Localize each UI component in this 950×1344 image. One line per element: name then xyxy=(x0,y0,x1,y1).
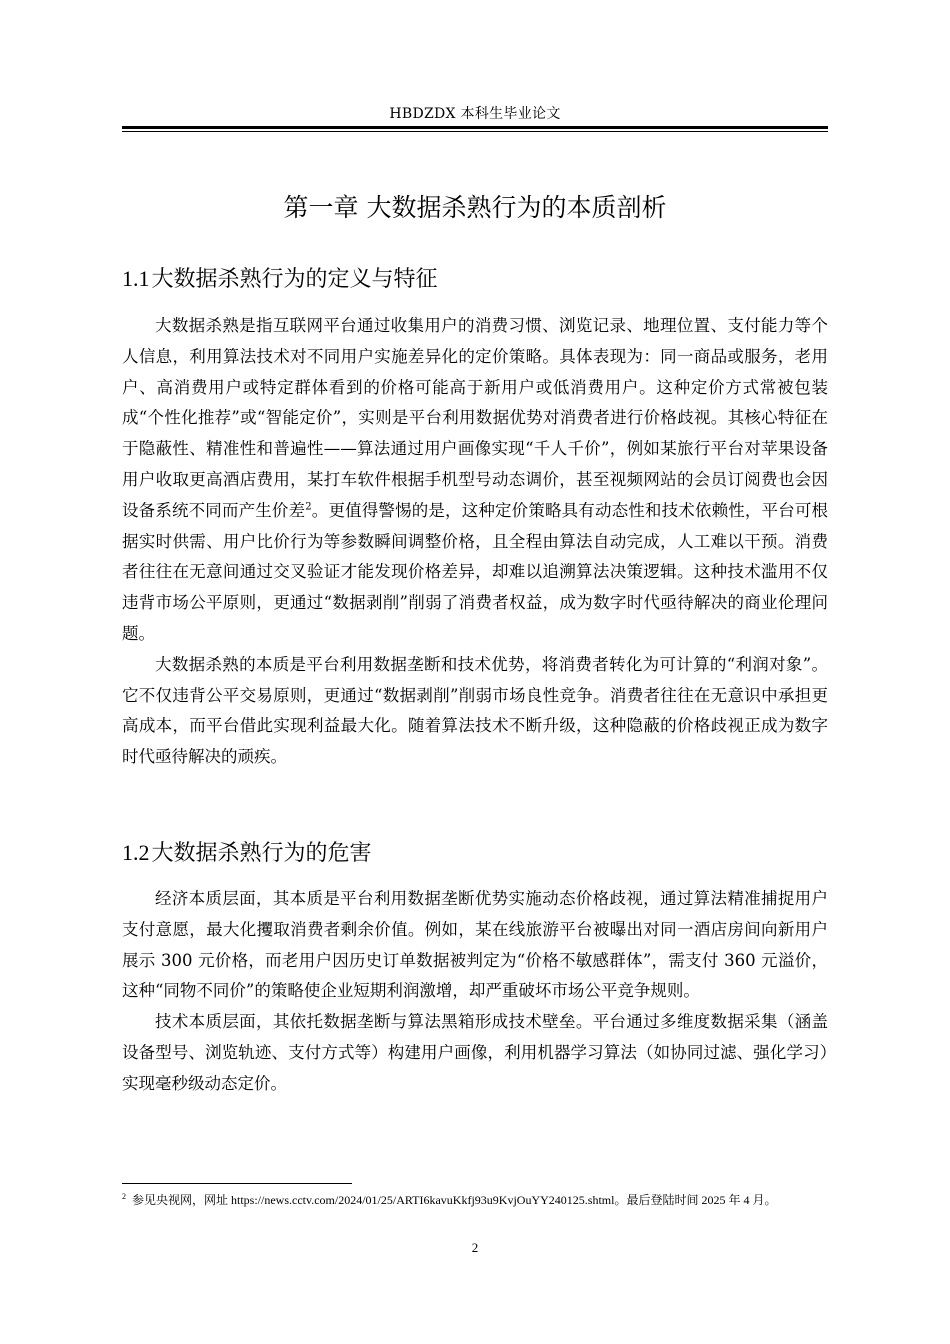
paragraph: 大数据杀熟的本质是平台利用数据垄断和技术优势，将消费者转化为可计算的“利润对象”。它不仅违背公平交易原则，更通过“数据剥削”削弱市场良性竞争。消费者往往在无意识中承担更高成本，而平台借此实现利益最大化。随着算法技术不断升级，这种隐蔽的价格歧视正成为数字时代亟待解决的顽疾。 xyxy=(122,654,828,767)
page-number: 2 xyxy=(471,1240,479,1255)
section-1-2-body xyxy=(122,884,828,1100)
section-number: 1.2 xyxy=(122,840,150,865)
footnote-reference: 2 xyxy=(305,501,312,513)
footnote xyxy=(122,1190,828,1210)
section-number: 1.1 xyxy=(122,266,150,291)
header-rule-thin xyxy=(122,131,828,132)
section-title: 大数据杀熟行为的危害 xyxy=(151,841,372,866)
paragraph: 经济本质层面，其本质是平台利用数据垄断优势实施动态价格歧视，通过算法精准捕捉用户支付意愿，最大化攫取消费者剩余价值。例如，某在线旅游平台被曝出对同一酒店房间向新用户展示 300 元价格，而老用户因历史订单数据被判定为“价格不敏感群体”，需支付 360 元溢价，这种“同物不同价”的策略使企业短期利润激增，却严重破坏市场公平竞争规则。 xyxy=(122,889,828,1001)
footnote-marker: 2 xyxy=(122,1192,126,1201)
footnote-text: 参见央视网，网址 https://news.cctv.com/2024/01/25/ARTI6kavuKkfj93u9KvjOuYY240125.shtml。最后登陆时间 2025 年 4 月。 xyxy=(132,1193,777,1207)
paragraph: 技术本质层面，其依托数据垄断与算法黑箱形成技术壁垒。平台通过多维度数据采集（涵盖设备型号、浏览轨迹、支付方式等）构建用户画像，利用机器学习算法（如协同过滤、强化学习）实现毫秒级动态定价。 xyxy=(122,1012,828,1093)
footnote-separator xyxy=(122,1183,352,1184)
section-title: 大数据杀熟行为的定义与特征 xyxy=(151,267,438,292)
chapter-title: 第一章 大数据杀熟行为的本质剖析 xyxy=(283,193,667,222)
paragraph xyxy=(122,311,828,650)
header-rule xyxy=(122,126,828,129)
paragraph-text-continued: 。更值得警惕的是，这种定价策略具有动态性和技术依赖性，平台可根据实时供需、用户比价行为等参数瞬间调整价格，且全程由算法自动完成，人工难以干预。消费者往往在无意间通过交叉验证才能发现价格差异，却难以追溯算法决策逻辑。这种技术滥用不仅违背市场公平原则，更通过“数据剥削”削弱了消费者权益，成为数字时代亟待解决的商业伦理问题。 xyxy=(122,500,829,643)
paragraph-text: 大数据杀熟是指互联网平台通过收集用户的消费习惯、浏览记录、地理位置、支付能力等个人信息，利用算法技术对不同用户实施差异化的定价策略。具体表现为：同一商品或服务，老用户、高消费用户或特定群体看到的价格可能高于新用户或低消费用户。这种定价方式常被包装成“个性化推荐”或“智能定价”，实则是平台利用数据优势对消费者进行价格歧视。其核心特征在于隐蔽性、精准性和普遍性——算法通过用户画像实现“千人千价”，例如某旅行平台对苹果设备用户收取更高酒店费用，某打车软件根据手机型号动态调价，甚至视频网站的会员订阅费也会因设备系统不同而产生价差 xyxy=(122,316,828,520)
running-header: HBDZDX 本科生毕业论文 xyxy=(389,106,561,122)
section-heading-1-1 xyxy=(122,262,828,297)
section-heading-1-2 xyxy=(122,836,828,871)
section-1-1-body xyxy=(122,311,828,773)
